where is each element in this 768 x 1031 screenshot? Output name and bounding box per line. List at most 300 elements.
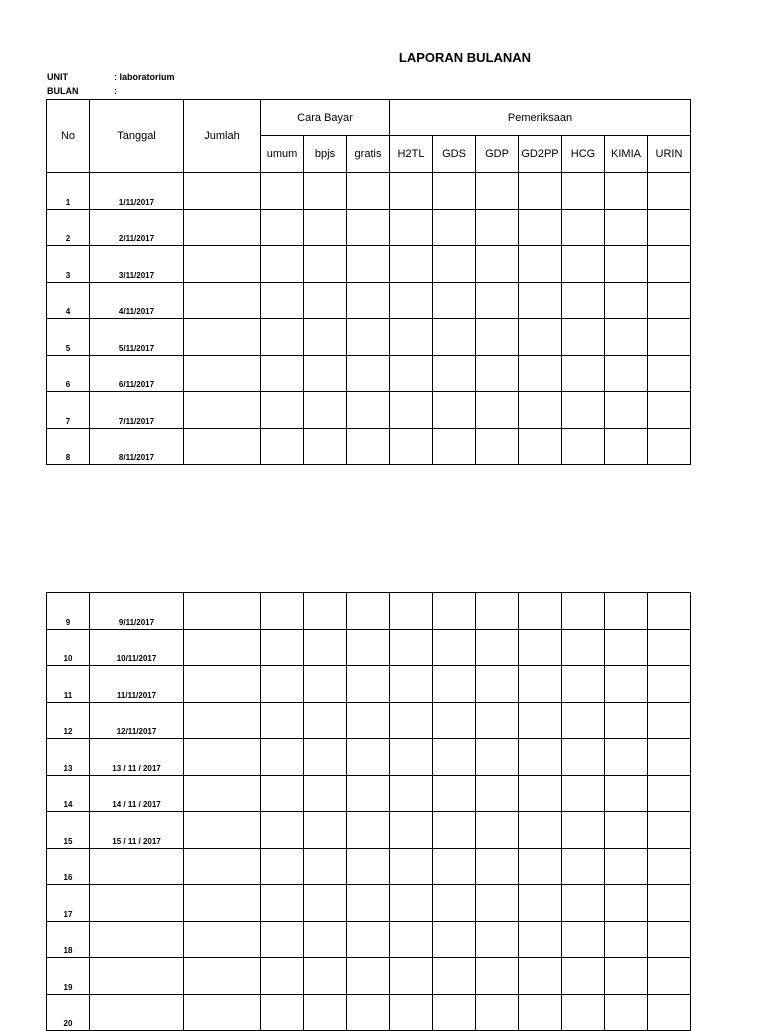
entry-cell[interactable] [347,921,390,958]
entry-cell[interactable] [433,629,476,666]
unit-label: UNIT [47,72,68,82]
header-gd2pp: GD2PP [519,136,562,173]
entry-cell[interactable] [184,994,261,1031]
entry-cell[interactable] [261,994,304,1031]
entry-cell[interactable] [347,812,390,849]
entry-cell[interactable] [648,173,691,210]
entry-cell[interactable] [648,593,691,630]
entry-cell[interactable] [519,666,562,703]
entry-cell[interactable] [476,173,519,210]
entry-cell[interactable] [261,209,304,246]
entry-cell[interactable] [562,355,605,392]
row-number: 10 [47,629,90,666]
entry-cell[interactable] [605,702,648,739]
entry-cell[interactable] [605,246,648,283]
table-row [47,958,691,995]
entry-cell[interactable] [184,428,261,465]
entry-cell[interactable] [390,173,433,210]
entry-cell[interactable] [347,994,390,1031]
entry-cell[interactable] [433,848,476,885]
entry-cell[interactable] [304,702,347,739]
entry-cell[interactable] [304,282,347,319]
entry-cell[interactable] [605,173,648,210]
entry-cell[interactable] [347,428,390,465]
table-row [47,319,691,356]
entry-cell[interactable] [433,593,476,630]
entry-cell[interactable] [476,739,519,776]
row-date: 12/11/2017 [90,702,184,739]
row-number: 13 [47,739,90,776]
entry-cell[interactable] [304,812,347,849]
entry-cell[interactable] [261,282,304,319]
header-gratis: gratis [347,136,390,173]
entry-cell[interactable] [390,355,433,392]
entry-cell[interactable] [304,428,347,465]
row-date: 13 / 11 / 2017 [90,739,184,776]
table-row [47,848,691,885]
entry-cell[interactable] [519,428,562,465]
row-number: 20 [47,994,90,1031]
entry-cell[interactable] [476,775,519,812]
entry-cell[interactable] [476,885,519,922]
entry-cell[interactable] [184,848,261,885]
entry-cell[interactable] [184,702,261,739]
entry-cell[interactable] [261,629,304,666]
entry-cell[interactable] [347,282,390,319]
entry-cell[interactable] [648,392,691,429]
table-row [47,355,691,392]
entry-cell[interactable] [648,282,691,319]
entry-cell[interactable] [562,812,605,849]
entry-cell[interactable] [347,848,390,885]
entry-cell[interactable] [347,666,390,703]
entry-cell[interactable] [648,739,691,776]
report-title: LAPORAN BULANAN [398,50,532,65]
entry-cell[interactable] [605,885,648,922]
entry-cell[interactable] [184,593,261,630]
entry-cell[interactable] [390,209,433,246]
unit-line [47,72,175,82]
row-date: 7/11/2017 [90,392,184,429]
entry-cell[interactable] [184,209,261,246]
table-row [47,666,691,703]
entry-cell[interactable] [605,958,648,995]
entry-cell[interactable] [476,958,519,995]
entry-cell[interactable] [347,739,390,776]
header-gds: GDS [433,136,476,173]
entry-cell[interactable] [261,355,304,392]
row-date: 9/11/2017 [90,593,184,630]
entry-cell[interactable] [605,848,648,885]
entry-cell[interactable] [562,209,605,246]
entry-cell[interactable] [648,246,691,283]
entry-cell[interactable] [562,921,605,958]
entry-cell[interactable] [519,921,562,958]
entry-cell[interactable] [347,392,390,429]
entry-cell[interactable] [433,702,476,739]
table-row [47,173,691,210]
entry-cell[interactable] [261,848,304,885]
entry-cell[interactable] [476,848,519,885]
entry-cell[interactable] [304,739,347,776]
table-row [47,739,691,776]
entry-cell[interactable] [562,958,605,995]
entry-cell[interactable] [605,739,648,776]
entry-cell[interactable] [519,775,562,812]
entry-cell[interactable] [347,958,390,995]
table-row [47,775,691,812]
entry-cell[interactable] [304,246,347,283]
entry-cell[interactable] [648,629,691,666]
entry-cell[interactable] [648,958,691,995]
entry-cell[interactable] [390,994,433,1031]
entry-cell[interactable] [648,209,691,246]
entry-cell[interactable] [519,994,562,1031]
unit-value: : laboratorium [114,72,175,82]
entry-cell[interactable] [476,593,519,630]
entry-cell[interactable] [184,282,261,319]
entry-cell[interactable] [605,994,648,1031]
entry-cell[interactable] [261,246,304,283]
report-table-bottom [46,592,691,1031]
entry-cell[interactable] [390,775,433,812]
entry-cell[interactable] [562,392,605,429]
entry-cell[interactable] [304,355,347,392]
row-date [90,848,184,885]
entry-cell[interactable] [562,319,605,356]
table-body-bottom [47,593,691,1031]
entry-cell[interactable] [184,173,261,210]
entry-cell[interactable] [261,885,304,922]
row-date: 5/11/2017 [90,319,184,356]
row-number: 15 [47,812,90,849]
entry-cell[interactable] [562,775,605,812]
entry-cell[interactable] [390,282,433,319]
entry-cell[interactable] [184,739,261,776]
entry-cell[interactable] [648,885,691,922]
entry-cell[interactable] [347,173,390,210]
entry-cell[interactable] [433,319,476,356]
row-number: 8 [47,428,90,465]
row-date [90,958,184,995]
entry-cell[interactable] [347,775,390,812]
entry-cell[interactable] [648,355,691,392]
entry-cell[interactable] [433,282,476,319]
header-tanggal: Tanggal [90,100,184,173]
entry-cell[interactable] [390,958,433,995]
entry-cell[interactable] [184,958,261,995]
entry-cell[interactable] [605,319,648,356]
entry-cell[interactable] [304,209,347,246]
row-number: 18 [47,921,90,958]
entry-cell[interactable] [390,319,433,356]
entry-cell[interactable] [390,392,433,429]
entry-cell[interactable] [304,666,347,703]
entry-cell[interactable] [648,812,691,849]
entry-cell[interactable] [261,666,304,703]
table-row [47,428,691,465]
entry-cell[interactable] [519,319,562,356]
entry-cell[interactable] [562,428,605,465]
entry-cell[interactable] [304,921,347,958]
entry-cell[interactable] [304,958,347,995]
table-row [47,209,691,246]
entry-cell[interactable] [390,739,433,776]
entry-cell[interactable] [390,428,433,465]
entry-cell[interactable] [519,629,562,666]
entry-cell[interactable] [184,775,261,812]
header-gdp: GDP [476,136,519,173]
entry-cell[interactable] [562,173,605,210]
entry-cell[interactable] [433,428,476,465]
entry-cell[interactable] [261,739,304,776]
entry-cell[interactable] [562,593,605,630]
entry-cell[interactable] [390,812,433,849]
entry-cell[interactable] [476,702,519,739]
entry-cell[interactable] [184,246,261,283]
entry-cell[interactable] [519,702,562,739]
entry-cell[interactable] [347,355,390,392]
table-row [47,629,691,666]
header-row-group [47,100,691,136]
entry-cell[interactable] [562,666,605,703]
entry-cell[interactable] [605,209,648,246]
entry-cell[interactable] [261,428,304,465]
row-date: 10/11/2017 [90,629,184,666]
row-number: 5 [47,319,90,356]
row-number: 3 [47,246,90,283]
entry-cell[interactable] [347,593,390,630]
entry-cell[interactable] [605,282,648,319]
entry-cell[interactable] [519,739,562,776]
row-number: 17 [47,885,90,922]
entry-cell[interactable] [519,885,562,922]
row-number: 12 [47,702,90,739]
entry-cell[interactable] [648,666,691,703]
row-number: 2 [47,209,90,246]
entry-cell[interactable] [304,319,347,356]
entry-cell[interactable] [261,958,304,995]
entry-cell[interactable] [648,702,691,739]
entry-cell[interactable] [433,739,476,776]
entry-cell[interactable] [605,392,648,429]
entry-cell[interactable] [433,666,476,703]
row-date: 4/11/2017 [90,282,184,319]
header-jumlah: Jumlah [184,100,261,173]
row-date: 3/11/2017 [90,246,184,283]
entry-cell[interactable] [562,739,605,776]
entry-cell[interactable] [304,994,347,1031]
entry-cell[interactable] [519,812,562,849]
entry-cell[interactable] [304,775,347,812]
row-date [90,885,184,922]
entry-cell[interactable] [648,994,691,1031]
entry-cell[interactable] [519,593,562,630]
entry-cell[interactable] [390,593,433,630]
entry-cell[interactable] [433,209,476,246]
entry-cell[interactable] [184,629,261,666]
entry-cell[interactable] [648,775,691,812]
row-date: 6/11/2017 [90,355,184,392]
entry-cell[interactable] [347,209,390,246]
entry-cell[interactable] [519,246,562,283]
row-date: 2/11/2017 [90,209,184,246]
entry-cell[interactable] [184,392,261,429]
row-date [90,994,184,1031]
entry-cell[interactable] [261,593,304,630]
entry-cell[interactable] [476,666,519,703]
header-bpjs: bpjs [304,136,347,173]
entry-cell[interactable] [562,282,605,319]
entry-cell[interactable] [605,355,648,392]
entry-cell[interactable] [304,392,347,429]
entry-cell[interactable] [433,246,476,283]
entry-cell[interactable] [184,666,261,703]
entry-cell[interactable] [605,775,648,812]
row-number: 6 [47,355,90,392]
entry-cell[interactable] [433,173,476,210]
header-hcg: HCG [562,136,605,173]
table-row [47,593,691,630]
entry-cell[interactable] [648,848,691,885]
entry-cell[interactable] [261,392,304,429]
entry-cell[interactable] [304,629,347,666]
entry-cell[interactable] [605,666,648,703]
entry-cell[interactable] [476,246,519,283]
entry-cell[interactable] [390,246,433,283]
entry-cell[interactable] [261,775,304,812]
entry-cell[interactable] [605,428,648,465]
header-h2tl: H2TL [390,136,433,173]
entry-cell[interactable] [433,392,476,429]
row-number: 16 [47,848,90,885]
entry-cell[interactable] [648,319,691,356]
entry-cell[interactable] [562,994,605,1031]
entry-cell[interactable] [261,319,304,356]
entry-cell[interactable] [304,848,347,885]
entry-cell[interactable] [261,702,304,739]
entry-cell[interactable] [476,319,519,356]
entry-cell[interactable] [605,921,648,958]
entry-cell[interactable] [605,812,648,849]
entry-cell[interactable] [390,848,433,885]
entry-cell[interactable] [605,593,648,630]
entry-cell[interactable] [476,921,519,958]
entry-cell[interactable] [476,282,519,319]
table-row [47,282,691,319]
entry-cell[interactable] [519,282,562,319]
entry-cell[interactable] [519,848,562,885]
row-date: 11/11/2017 [90,666,184,703]
entry-cell[interactable] [433,355,476,392]
entry-cell[interactable] [562,885,605,922]
row-date: 14 / 11 / 2017 [90,775,184,812]
bulan-label: BULAN [47,86,79,96]
entry-cell[interactable] [433,958,476,995]
entry-cell[interactable] [390,629,433,666]
entry-cell[interactable] [347,885,390,922]
entry-cell[interactable] [390,921,433,958]
entry-cell[interactable] [261,812,304,849]
entry-cell[interactable] [433,812,476,849]
entry-cell[interactable] [433,994,476,1031]
entry-cell[interactable] [347,629,390,666]
entry-cell[interactable] [304,173,347,210]
entry-cell[interactable] [476,355,519,392]
table-row [47,246,691,283]
bulan-value: : [114,86,117,96]
table-body-top [47,173,691,465]
row-date: 1/11/2017 [90,173,184,210]
entry-cell[interactable] [476,994,519,1031]
entry-cell[interactable] [562,702,605,739]
entry-cell[interactable] [476,209,519,246]
entry-cell[interactable] [562,629,605,666]
entry-cell[interactable] [519,355,562,392]
report-table-top [46,99,691,465]
entry-cell[interactable] [562,848,605,885]
entry-cell[interactable] [347,319,390,356]
entry-cell[interactable] [184,885,261,922]
entry-cell[interactable] [476,392,519,429]
row-date [90,921,184,958]
entry-cell[interactable] [648,428,691,465]
entry-cell[interactable] [605,629,648,666]
entry-cell[interactable] [390,666,433,703]
entry-cell[interactable] [562,246,605,283]
row-number: 4 [47,282,90,319]
entry-cell[interactable] [304,885,347,922]
entry-cell[interactable] [519,209,562,246]
header-umum: umum [261,136,304,173]
entry-cell[interactable] [476,428,519,465]
row-date: 15 / 11 / 2017 [90,812,184,849]
table-row [47,921,691,958]
entry-cell[interactable] [433,775,476,812]
entry-cell[interactable] [519,958,562,995]
bulan-line [47,86,117,96]
entry-cell[interactable] [390,702,433,739]
entry-cell[interactable] [433,885,476,922]
table-row [47,392,691,429]
row-number: 9 [47,593,90,630]
entry-cell[interactable] [261,921,304,958]
entry-cell[interactable] [184,355,261,392]
entry-cell[interactable] [519,392,562,429]
header-urin: URIN [648,136,691,173]
entry-cell[interactable] [347,246,390,283]
entry-cell[interactable] [184,319,261,356]
entry-cell[interactable] [261,173,304,210]
row-number: 19 [47,958,90,995]
table-row [47,994,691,1031]
entry-cell[interactable] [347,702,390,739]
entry-cell[interactable] [648,921,691,958]
header-no: No [47,100,90,173]
entry-cell[interactable] [184,921,261,958]
entry-cell[interactable] [390,885,433,922]
table-row [47,812,691,849]
entry-cell[interactable] [476,629,519,666]
entry-cell[interactable] [519,173,562,210]
entry-cell[interactable] [433,921,476,958]
row-number: 1 [47,173,90,210]
entry-cell[interactable] [184,812,261,849]
row-number: 7 [47,392,90,429]
entry-cell[interactable] [304,593,347,630]
table-row [47,885,691,922]
entry-cell[interactable] [476,812,519,849]
